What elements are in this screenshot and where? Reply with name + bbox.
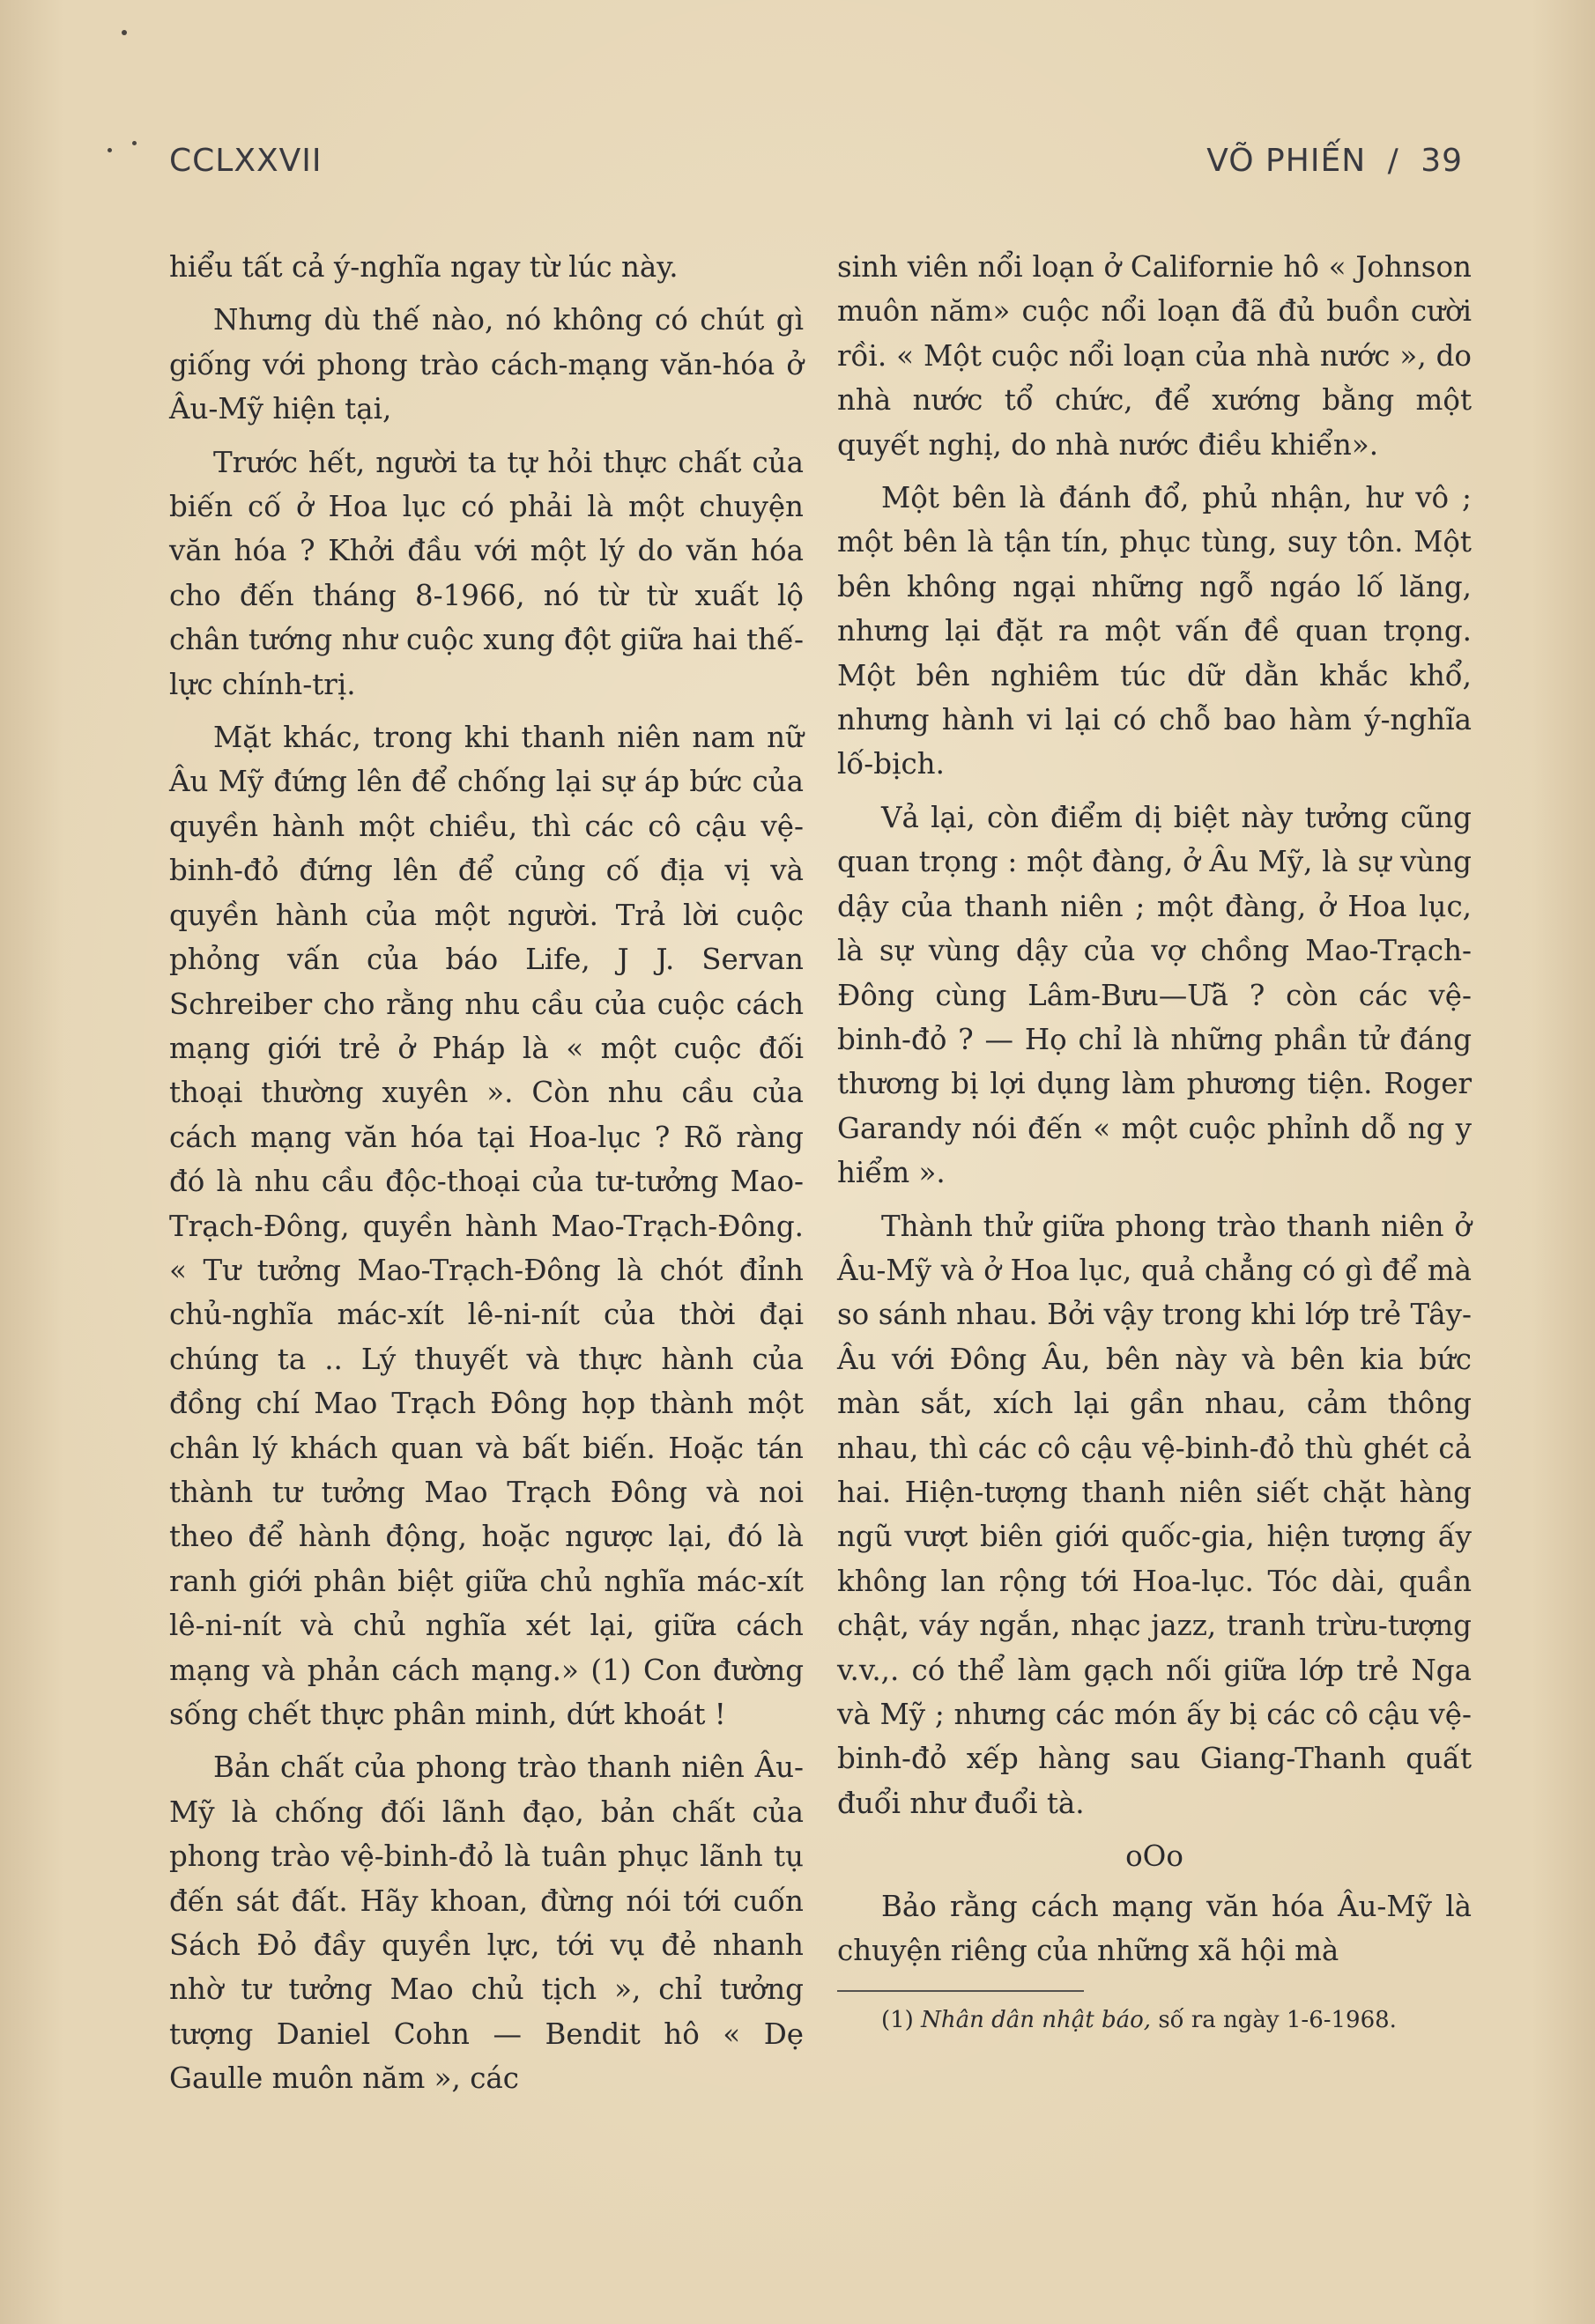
paragraph: Vả lại, còn điểm dị biệt này tưởng cũng quan trọng : một đàng, ở Âu Mỹ, là sự vùng dậy của thanh niên ; một đàng, ở Hoa lục, là sự vùng dậy của vợ chồng Mao-Trạch-Đông cùng Lâm-Bưu—Ưã ? còn các vệ-binh-đỏ ? — Họ chỉ là những phần tử đáng thương bị lợi dụng làm phương tiện. Roger Garandy nói đến « một cuộc phỉnh dỗ ng y hiểm ».	[837, 800, 1472, 1190]
paragraph: hiểu tất cả ý-nghĩa ngay từ lúc này.	[169, 250, 679, 284]
author-name: VÕ PHIẾN	[1206, 143, 1367, 179]
author-page-label	[1196, 143, 1463, 179]
footnote-text: số ra ngày 1-6-1968.	[1158, 2007, 1397, 2034]
paragraph: sinh viên nổi loạn ở Californie hô « Johnson muôn năm» cuộc nổi loạn đã đủ buồn cười rồi. « Một cuộc nổi loạn của nhà nước », do nhà nước tổ chức, để xướng bằng một quyết nghị, do nhà nước điều khiển».	[837, 250, 1472, 462]
page-number: 39	[1421, 143, 1463, 179]
right-column	[837, 245, 1472, 2048]
footnote-marker: (1)	[881, 2007, 914, 2034]
footnote-rule	[837, 1990, 1084, 1992]
left-column	[169, 245, 804, 2110]
paragraph: Một bên là đánh đổ, phủ nhận, hư vô ; một bên là tận tín, phục tùng, suy tôn. Một bên không ngại những ngỗ ngáo lố lăng, nhưng lại đặt ra một vấn đề quan trọng. Một bên nghiêm túc dữ dằn khắc khổ, nhưng hành vi lại có chỗ bao hàm ý-nghĩa lố-bịch.	[837, 481, 1472, 781]
volume-number: CCLXXVII	[169, 143, 323, 179]
running-header	[169, 143, 1463, 196]
footnote-source: Nhân dân nhật báo,	[921, 2007, 1152, 2034]
section-divider: oOo	[1125, 1839, 1183, 1874]
paragraph: Nhưng dù thế nào, nó không có chút gì giống với phong trào cách-mạng văn-hóa ở Âu-Mỹ hiện tại,	[169, 303, 804, 426]
speck	[122, 30, 127, 35]
paragraph: Thành thử giữa phong trào thanh niên ở Âu-Mỹ và ở Hoa lục, quả chẳng có gì để mà so sánh nhau. Bởi vậy trong khi lớp trẻ Tây-Âu với Đông Âu, bên này và bên kia bức màn sắt, xích lại gần nhau, cảm thông nhau, thì các cô cậu vệ-binh-đỏ thù ghét cả hai. Hiện-tượng thanh niên siết chặt hàng ngũ vượt biên giới quốc-gia, hiện tượng ấy không lan rộng tới Hoa-lục. Tóc dài, quần chật, váy ngắn, nhạc jazz, tranh trừu-tượng v.v.,. có thể làm gạch nối giữa lớp trẻ Nga và Mỹ ; nhưng các món ấy bị các cô cậu vệ-binh-đỏ xếp hàng sau Giang-Thanh quất đuổi như đuổi tà.	[837, 1209, 1472, 1820]
speck	[108, 148, 112, 152]
paragraph: Mặt khác, trong khi thanh niên nam nữ Âu Mỹ đứng lên để chống lại sự áp bức của quyền hành một chiều, thì các cô cậu vệ-binh-đỏ đứng lên để củng cố địa vị và quyền hành của một người. Trả lời cuộc phỏng vấn của báo Life, J J. Servan Schreiber cho rằng nhu cầu của cuộc cách mạng giới trẻ ở Pháp là « một cuộc đối thoại thường xuyên ». Còn nhu cầu của cách mạng văn hóa tại Hoa-lục ? Rõ ràng đó là nhu cầu độc-thoại của tư-tưởng Mao-Trạch-Đông, quyền hành Mao-Trạch-Đông. « Tư tưởng Mao-Trạch-Đông là chót đỉnh chủ-nghĩa mác-xít lê-ni-nít của thời đại chúng ta .. Lý thuyết và thực hành của đồng chí Mao Trạch Đông họp thành một chân lý khách quan và bất biến. Hoặc tán thành tư tưởng Mao Trạch Đông và noi theo để hành động, hoặc ngược lại, đó là ranh giới phân biệt giữa chủ nghĩa mác-xít lê-ni-nít và chủ nghĩa xét lại, giữa cách mạng và phản cách mạng.» (1) Con đường sống chết thực phân minh, dứt khoát !	[169, 721, 804, 1731]
header-separator: /	[1387, 143, 1399, 179]
paragraph: Trước hết, người ta tự hỏi thực chất của biến cố ở Hoa lục có phải là một chuyện văn hóa ? Khởi đầu với một lý do văn hóa cho đến tháng 8-1966, nó từ từ xuất lộ chân tướng như cuộc xung đột giữa hai thế-lực chính-trị.	[169, 445, 804, 701]
speck	[132, 141, 137, 145]
footnote	[837, 2001, 1472, 2039]
paragraph: Bản chất của phong trào thanh niên Âu-Mỹ là chống đối lãnh đạo, bản chất của phong trào vệ-binh-đỏ là tuân phục lãnh tụ đến sát đất. Hãy khoan, đừng nói tới cuốn Sách Đỏ đầy quyền lực, tới vụ đẻ nhanh nhờ tư tưởng Mao chủ tịch », chỉ tưởng tượng Daniel Cohn — Bendit hô « Dẹ Gaulle muôn năm », các	[169, 1750, 804, 2096]
paragraph: Bảo rằng cách mạng văn hóa Âu-Mỹ là chuyện riêng của những xã hội mà	[837, 1889, 1472, 1968]
